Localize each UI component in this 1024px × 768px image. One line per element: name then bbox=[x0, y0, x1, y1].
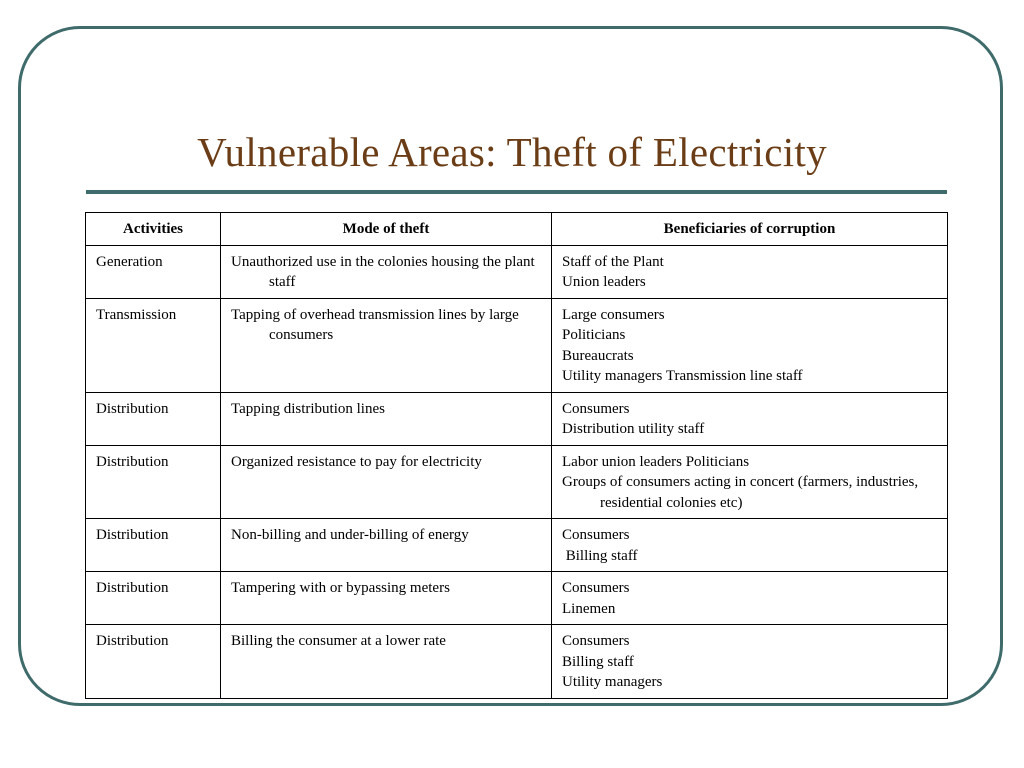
slide-title: Vulnerable Areas: Theft of Electricity bbox=[197, 129, 827, 175]
mode-cell bbox=[221, 519, 552, 572]
beneficiary-item: Union leaders bbox=[562, 274, 646, 290]
mode-cell bbox=[221, 298, 552, 392]
mode-text: Organized resistance to pay for electricity bbox=[231, 453, 482, 470]
beneficiaries-cell bbox=[552, 392, 948, 445]
theft-table bbox=[85, 212, 948, 699]
mode-cell bbox=[221, 245, 552, 298]
mode-text: Non-billing and under-billing of energy bbox=[231, 527, 469, 543]
beneficiaries-cell bbox=[552, 572, 948, 625]
beneficiaries-cell bbox=[552, 445, 948, 519]
beneficiary-item: Consumers bbox=[562, 580, 630, 596]
title-divider bbox=[86, 190, 947, 194]
beneficiary-item: Linemen bbox=[562, 600, 616, 617]
table-row bbox=[86, 392, 948, 445]
beneficiary-item: Politicians bbox=[562, 327, 626, 343]
table-row bbox=[86, 519, 948, 572]
beneficiaries-cell bbox=[552, 298, 948, 392]
beneficiary-item: Utility managers bbox=[562, 674, 663, 690]
header-beneficiaries: Beneficiaries of corruption bbox=[552, 213, 948, 246]
header-activities: Activities bbox=[86, 213, 221, 246]
mode-text: Unauthorized use in the colonies housing the plant staff bbox=[231, 253, 535, 290]
mode-cell bbox=[221, 625, 552, 699]
mode-text: Tampering with or bypassing meters bbox=[231, 580, 450, 596]
beneficiary-item: Billing staff bbox=[562, 653, 634, 670]
beneficiary-item: Consumers bbox=[562, 633, 630, 649]
beneficiary-item: Billing staff bbox=[562, 547, 638, 564]
activity-cell: Distribution bbox=[86, 625, 221, 699]
beneficiary-item: Bureaucrats bbox=[562, 347, 634, 364]
activity-cell: Distribution bbox=[86, 445, 221, 519]
table-row bbox=[86, 625, 948, 699]
table-row bbox=[86, 572, 948, 625]
table-row bbox=[86, 245, 948, 298]
header-mode-of-theft: Mode of theft bbox=[221, 213, 552, 246]
beneficiary-item: Labor union leaders Politicians bbox=[562, 453, 750, 470]
activity-cell: Transmission bbox=[86, 298, 221, 392]
mode-cell bbox=[221, 572, 552, 625]
activity-cell: Distribution bbox=[86, 572, 221, 625]
activity-cell: Distribution bbox=[86, 519, 221, 572]
beneficiary-item: Consumers bbox=[562, 527, 630, 543]
activity-cell: Distribution bbox=[86, 392, 221, 445]
beneficiaries-cell bbox=[552, 625, 948, 699]
beneficiary-item: Utility managers Transmission line staff bbox=[562, 368, 803, 384]
beneficiary-item: Groups of consumers acting in concert (farmers, industries, residential colonies etc) bbox=[562, 474, 919, 511]
mode-text: Billing the consumer at a lower rate bbox=[231, 633, 446, 649]
mode-text: Tapping of overhead transmission lines by large consumers bbox=[231, 306, 519, 343]
activity-cell: Generation bbox=[86, 245, 221, 298]
beneficiary-item: Consumers bbox=[562, 400, 630, 417]
mode-cell bbox=[221, 392, 552, 445]
beneficiaries-cell bbox=[552, 519, 948, 572]
table-row bbox=[86, 298, 948, 392]
table-header-row bbox=[86, 213, 948, 246]
beneficiary-item: Staff of the Plant bbox=[562, 253, 664, 270]
mode-text: Tapping distribution lines bbox=[231, 400, 385, 417]
beneficiaries-cell bbox=[552, 245, 948, 298]
beneficiary-item: Distribution utility staff bbox=[562, 421, 705, 437]
mode-cell bbox=[221, 445, 552, 519]
beneficiary-item: Large consumers bbox=[562, 306, 665, 323]
table-row bbox=[86, 445, 948, 519]
